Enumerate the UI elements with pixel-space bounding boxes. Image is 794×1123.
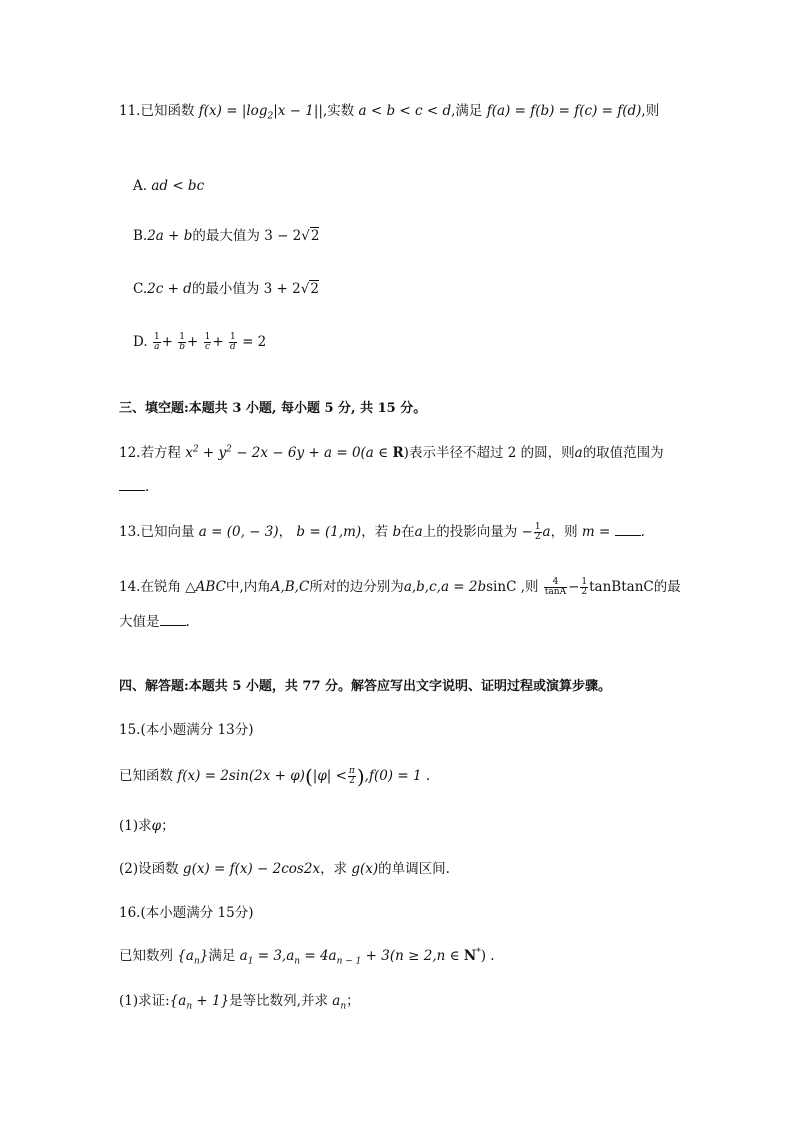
q11-text-c: ,满足	[451, 103, 483, 119]
q12-stem: 12.若方程 $x^2 + y^2 - 2x - 6y + a = 0(a$ ∈ R)表示半径不超过 2 的圆，则a的取值范围为	[119, 444, 664, 461]
q15-part2: (2)设函数 g(x) = f(x) − 2cos2x，求 g(x)的单调区间.	[119, 861, 450, 877]
q12-blank[interactable]	[119, 478, 145, 491]
q14-stem: 14.在锐角 △ABC中,内角A,B,C所对的边分别为a,b,c,a = 2bsinC ,则 $\frac{4}{\tan A}$ − $\frac{1}{2}$ tanBtanC的最	[119, 577, 681, 597]
q15-header: 15.(本小题满分 13分)	[119, 722, 254, 738]
q15-part1: (1)求φ；	[119, 818, 175, 834]
q14-blank[interactable]	[160, 613, 186, 626]
q16-part1: (1)求证$:\{a_n + 1\}$是等比数列,并求 $a_n$；	[119, 993, 360, 1012]
q11-func: $f(x) = |\log_2|x - 1||$	[198, 103, 323, 122]
q11-text-b: ,实数	[322, 103, 355, 119]
q11-number: 11.	[119, 103, 141, 119]
q11-option-b: B.2a + b的最大值为 3 − 2√2	[133, 228, 320, 244]
q11-stem	[119, 101, 659, 121]
q16-stem: 已知数列 $\{a_n\}$满足 $a_1 = 3,a_n = 4a_{n - 1} + 3(n \ge 2,n$ ∈ N*) .	[119, 947, 495, 967]
q11-cond: a < b < c < d	[358, 103, 452, 119]
q16-header: 16.(本小题满分 15分)	[119, 905, 254, 921]
q15-stem: 已知函数 f(x) = 2sin(2x + φ)(|φ| < $\frac{\pi}{2}$ ),f(0) = 1 .	[119, 764, 431, 789]
q11-text-d: ,则	[641, 103, 660, 119]
q11-option-a: A. ad < bc	[133, 178, 205, 194]
section-3-heading: 三、填空题:本题共 3 小题, 每小题 5 分, 共 15 分。	[119, 401, 427, 416]
q13-stem: 13.已知向量 a = (0, − 3)， b = (1,m)，若 b在a上的投影向量为 − $\frac{1}{2}$ a，则 m = .	[119, 522, 645, 542]
q13-blank[interactable]	[615, 523, 641, 536]
q11-eq: f(a) = f(b) = f(c) = f(d)	[486, 103, 642, 119]
q11-text: 已知函数	[140, 103, 195, 119]
q11-option-c: C.2c + d的最小值为 3 + 2√2	[133, 281, 319, 297]
section-4-heading: 四、解答题:本题共 5 小题，共 77 分。解答应写出文字说明、证明过程或演算步骤。	[119, 679, 612, 694]
q11-option-d: D. $\frac{1}{a}$ + $\frac{1}{b}$ + $\frac{1}{c}$ + $\frac{1}{d}$ = 2	[133, 332, 267, 352]
q14-line2: 大值是 .	[119, 614, 190, 630]
q12-answer-line: .	[119, 477, 149, 497]
